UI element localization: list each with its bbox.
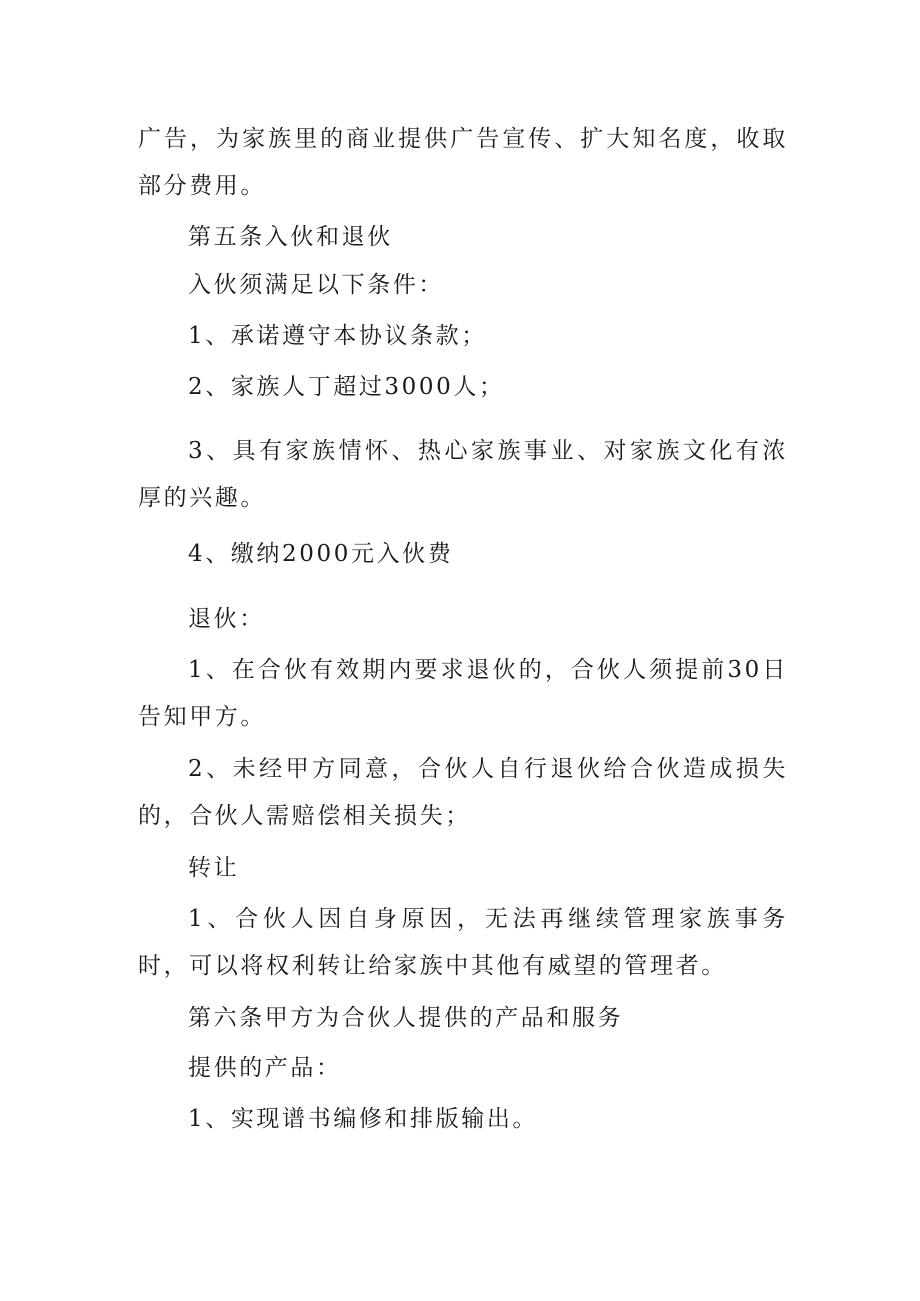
join-condition-4: 4、缴纳2000元入伙费 <box>188 541 454 567</box>
join-condition-3: 3、具有家族情怀、热心家族事业、对家族文化有浓厚的兴趣。 <box>138 438 788 511</box>
join-condition-1: 1、承诺遵守本协议条款； <box>188 323 487 349</box>
join-conditions-intro: 入伙须满足以下条件： <box>188 272 444 298</box>
withdraw-clause-1: 1、在合伙有效期内要求退伙的，合伙人须提前30日告知甲方。 <box>138 657 788 730</box>
product-1: 1、实现谱书编修和排版输出。 <box>188 1106 539 1132</box>
withdraw-clause-2: 2、未经甲方同意，合伙人自行退伙给合伙造成损失的，合伙人需赔偿相关损失； <box>138 756 788 829</box>
products-intro: 提供的产品： <box>188 1055 342 1081</box>
heading-article-5: 第五条入伙和退伙 <box>188 224 393 250</box>
heading-article-6: 第六条甲方为合伙人提供的产品和服务 <box>188 1005 624 1031</box>
join-condition-2: 2、家族人丁超过3000人； <box>188 374 505 400</box>
transfer-heading: 转让 <box>188 855 240 881</box>
transfer-clause-1: 1、合伙人因自身原因，无法再继续管理家族事务时，可以将权利转让给家族中其他有威望的管理者。 <box>138 906 788 979</box>
withdraw-heading: 退伙： <box>188 606 265 632</box>
paragraph-ad-fee: 广告，为家族里的商业提供广告宣传、扩大知名度，收取部分费用。 <box>138 126 788 199</box>
